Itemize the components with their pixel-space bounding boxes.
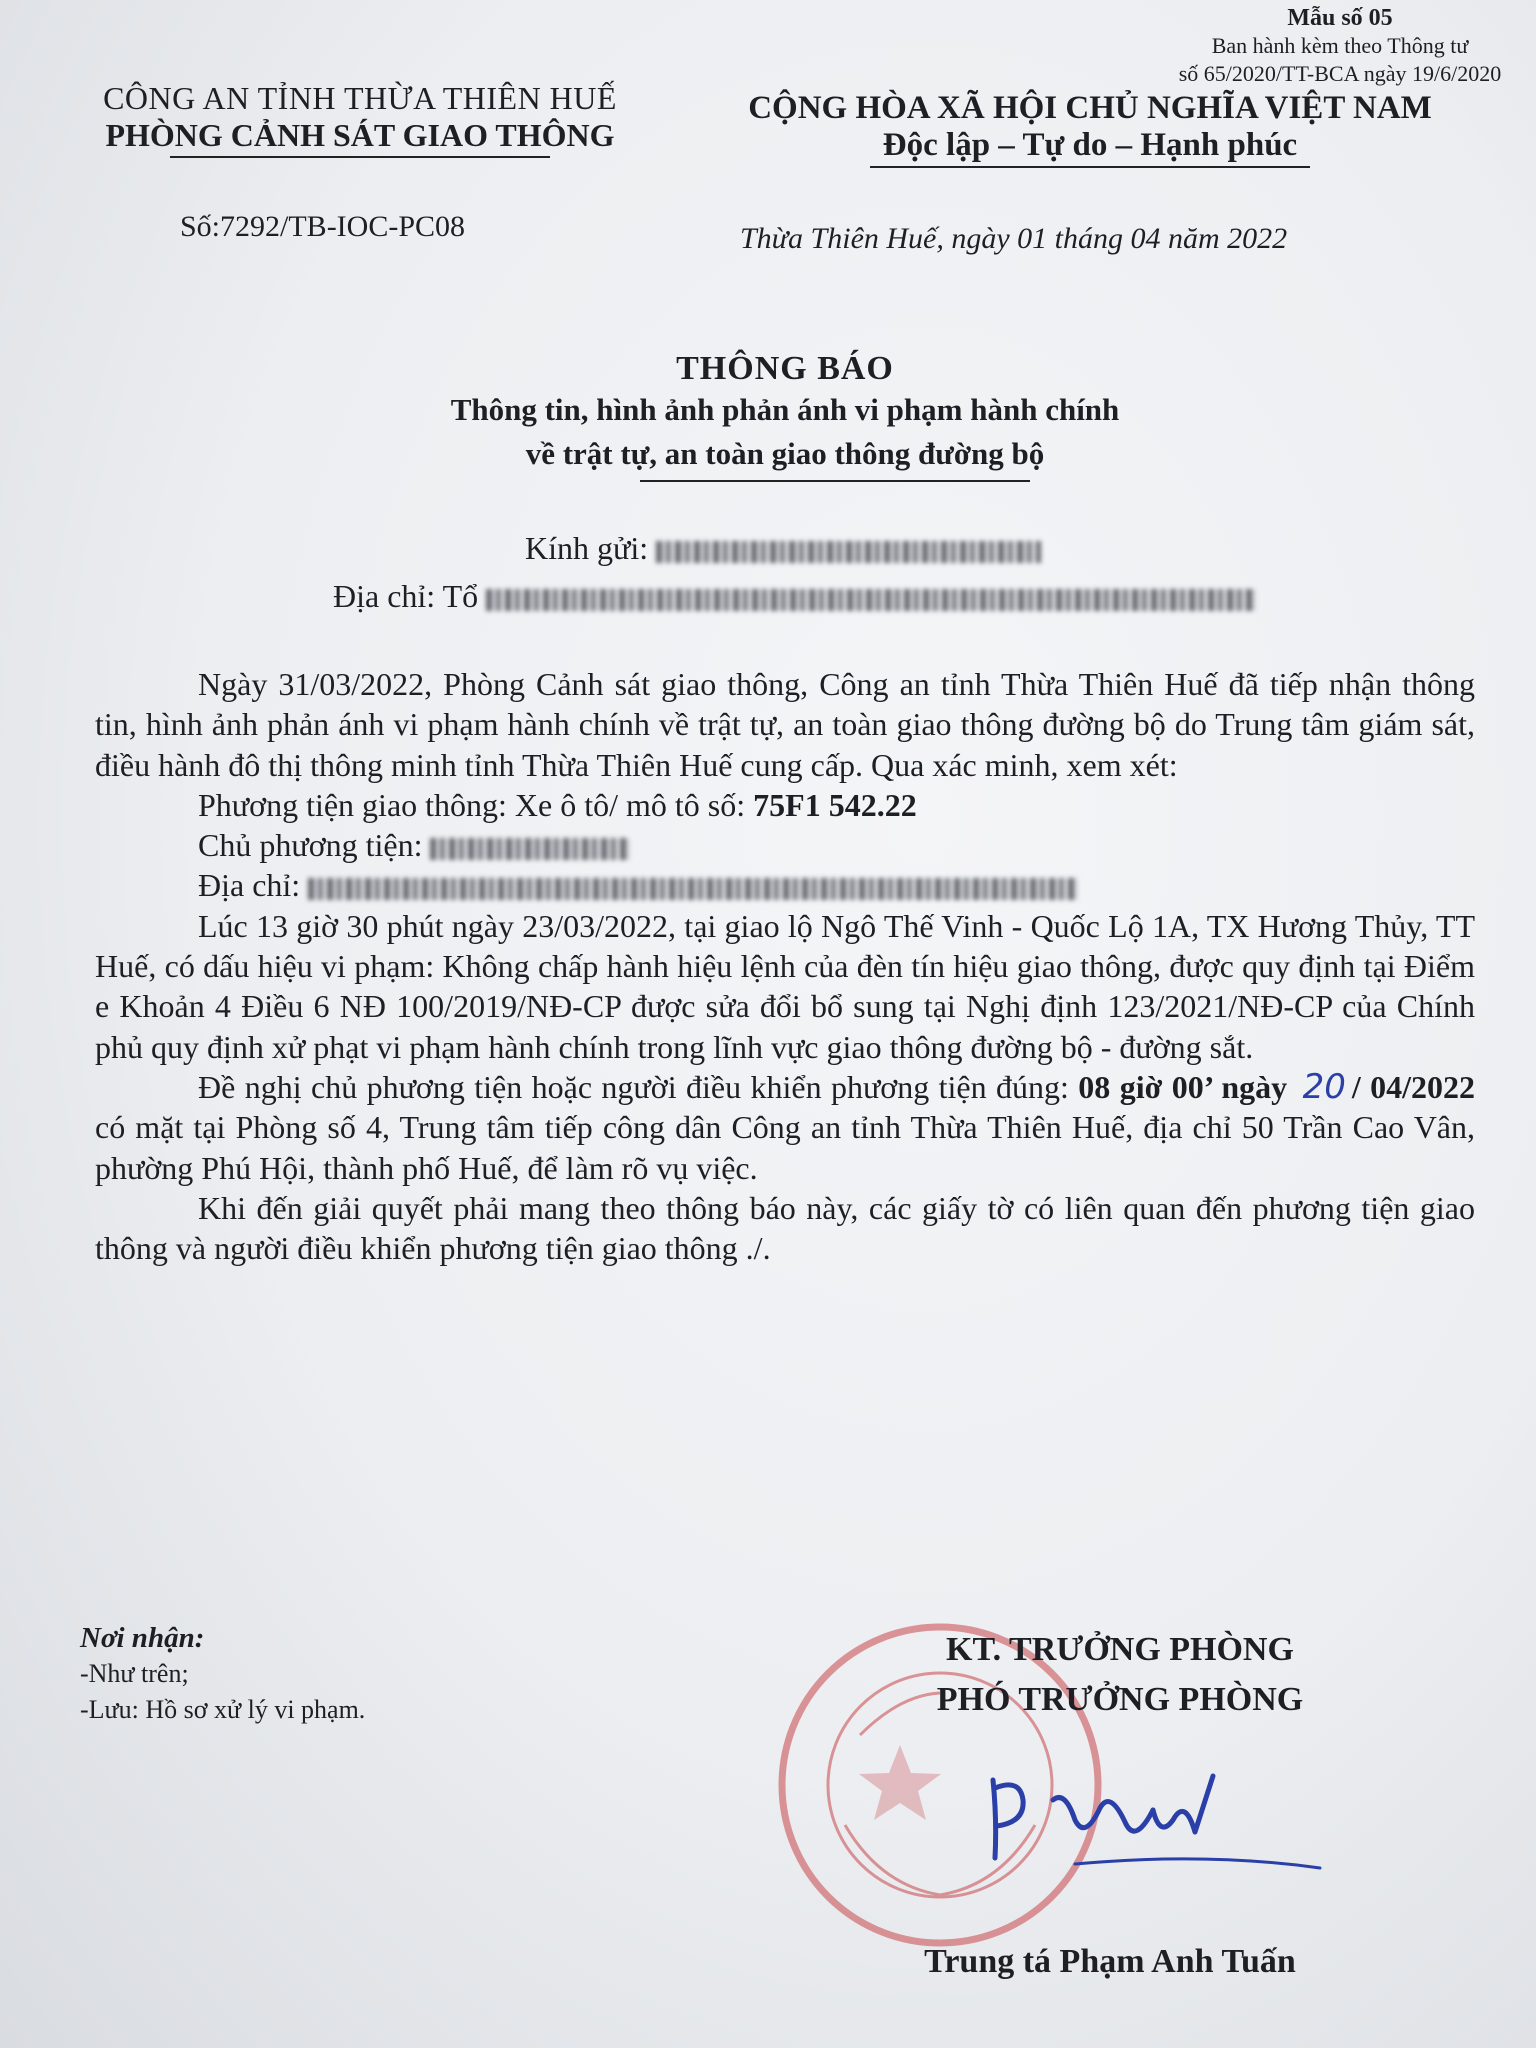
vehicle-label: Phương tiện giao thông: Xe ô tô/ mô tô số:	[198, 786, 754, 823]
body-paragraph-3	[95, 1067, 1475, 1188]
license-plate: 75F1 542.22	[753, 786, 917, 823]
agency-parent: CÔNG AN TỈNH THỪA THIÊN HUẾ	[103, 80, 617, 116]
owner-address-label: Địa chỉ:	[198, 867, 301, 904]
signer-name: Trung tá Phạm Anh Tuấn	[924, 1943, 1296, 1980]
document-number: Số:7292/TB-IOC-PC08	[180, 210, 466, 243]
redacted-addressee-name	[656, 541, 1041, 563]
title-underline	[640, 480, 1030, 482]
notice-title	[0, 350, 1536, 482]
address-prefix: Tổ	[442, 578, 479, 614]
owner-label: Chủ phương tiện:	[198, 827, 423, 864]
republic-motto: Độc lập – Tự do – Hạnh phúc	[882, 127, 1298, 163]
signer-role-2: PHÓ TRƯỞNG PHÒNG	[936, 1681, 1304, 1718]
agency-header	[40, 80, 680, 158]
addressee-address-line	[333, 576, 1256, 616]
owner-line	[95, 825, 1475, 865]
form-issued-line-2: số 65/2020/TT-BCA ngày 19/6/2020	[1178, 61, 1502, 86]
body-paragraph-2: Lúc 13 giờ 30 phút ngày 23/03/2022, tại giao lộ Ngô Thế Vinh - Quốc Lộ 1A, TX Hương Thủy, TT Huế, có dấu hiệu vi phạm: Không chấp hành hiệu lệnh của đèn tín hiệu giao thông, được quy định tại Điểm e Khoản 4 Điều 6 NĐ 100/2019/NĐ-CP được sửa đổi bổ sung tại Nghị định 123/2021/NĐ-CP của Chính phủ quy định xử phạt vi phạm hành chính trong lĩnh vực giao thông đường bộ - đường sắt.	[95, 907, 1475, 1065]
form-number-block	[1150, 4, 1530, 88]
republic-name: CỘNG HÒA XÃ HỘI CHỦ NGHĨA VIỆT NAM	[748, 90, 1432, 126]
appointment-time: 08 giờ 00’ ngày	[1078, 1068, 1288, 1105]
recipients-heading: Nơi nhận:	[80, 1622, 205, 1654]
republic-header	[680, 90, 1500, 168]
title-sub-1: Thông tin, hình ảnh phản ánh vi phạm hành chính	[450, 392, 1120, 427]
redacted-address	[486, 589, 1256, 611]
notice-body	[95, 664, 1475, 1268]
recipient-item-1: -Như trên;	[80, 1659, 189, 1688]
form-issued-line-1: Ban hành kèm theo Thông tư	[1211, 33, 1469, 58]
handwritten-day: 20	[1302, 1066, 1346, 1107]
p3-rest: có mặt tại Phòng số 4, Trung tâm tiếp công dân Công an tỉnh Thừa Thiên Huế, địa chỉ 50 Trần Cao Vân, phường Phú Hội, thành phố Huế, để làm rõ vụ việc.	[95, 1109, 1475, 1186]
addressee-line	[525, 528, 1041, 568]
recipient-item-2: -Lưu: Hồ sơ xử lý vi phạm.	[80, 1695, 366, 1724]
body-paragraph-1: Ngày 31/03/2022, Phòng Cảnh sát giao thông, Công an tỉnh Thừa Thiên Huế đã tiếp nhận thông tin, hình ảnh phản ánh vi phạm hành chính về trật tự, an toàn giao thông đường bộ do Trung tâm giám sát, điều hành đô thị thông minh tỉnh Thừa Thiên Huế cung cấp. Qua xác minh, xem xét:	[95, 666, 1475, 783]
appointment-month-year: / 04/2022	[1351, 1068, 1476, 1105]
signature-block	[860, 1625, 1380, 1725]
owner-address-line	[95, 865, 1475, 905]
vehicle-line	[95, 785, 1475, 825]
recipients-block	[80, 1620, 365, 1728]
redacted-owner-address	[308, 878, 1078, 900]
form-number: Mẫu số 05	[1287, 5, 1393, 31]
handwritten-signature	[975, 1760, 1335, 1880]
signer-role-1: KT. TRƯỞNG PHÒNG	[946, 1631, 1294, 1668]
p3-intro: Đề nghị chủ phương tiện hoặc người điều khiển phương tiện đúng:	[198, 1068, 1079, 1105]
addressee-label: Kính gửi:	[525, 530, 649, 566]
title-main: THÔNG BÁO	[676, 350, 894, 387]
redacted-owner-name	[430, 838, 630, 860]
body-paragraph-4: Khi đến giải quyết phải mang theo thông báo này, các giấy tờ có liên quan đến phương tiện giao thông và người điều khiển phương tiện giao thông ./.	[95, 1189, 1475, 1267]
agency-unit: PHÒNG CẢNH SÁT GIAO THÔNG	[105, 117, 615, 153]
place-date: Thừa Thiên Huế, ngày 01 tháng 04 năm 2022	[740, 222, 1288, 255]
agency-underline	[170, 156, 550, 158]
motto-underline	[870, 166, 1310, 168]
address-label: Địa chỉ:	[333, 578, 436, 614]
title-sub-2: về trật tự, an toàn giao thông đường bộ	[525, 436, 1045, 471]
